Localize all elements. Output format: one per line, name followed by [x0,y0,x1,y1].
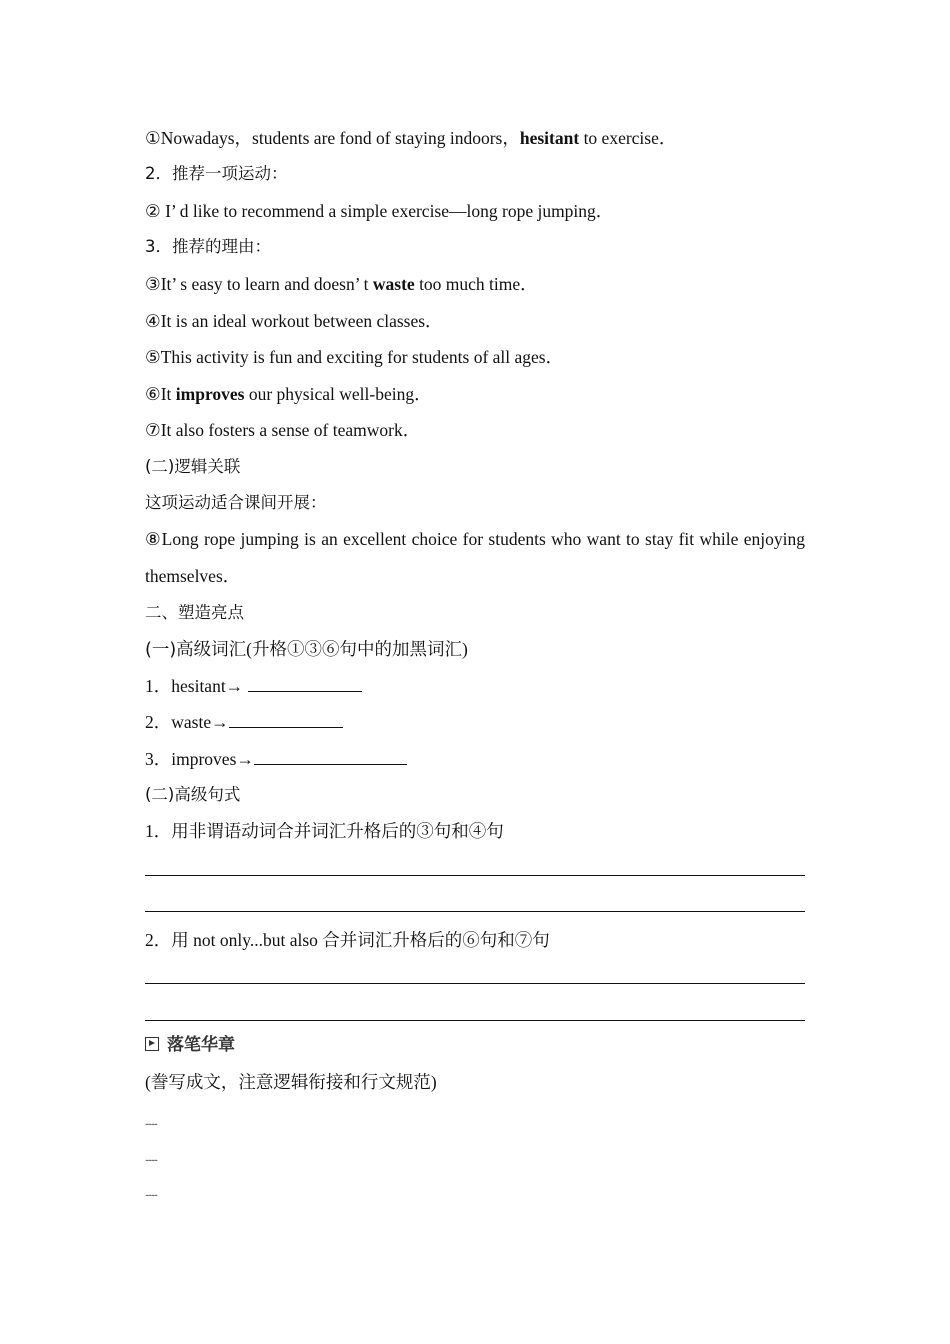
bold-word-waste: waste [372,274,415,294]
answer-line-2b[interactable] [145,1020,805,1021]
answer-line-1a[interactable] [145,875,805,876]
sentence-1-end: to exercise． [579,128,677,148]
play-icon [145,1037,159,1051]
sentence-2: ② I’ d like to recommend a simple exercise—long rope jumping． [145,201,614,221]
sentence-1-text: ①Nowadays，students are fond of staying indoors， [145,128,520,148]
sentence-1 [145,127,676,149]
vocab-blank-1[interactable] [248,675,362,692]
sentence-3-end: too much time． [414,274,538,294]
question-1: 1．用非谓语动词合并词汇升格后的③句和④句 [145,821,504,841]
writing-section-title: 落笔华章 [167,1035,235,1055]
vocab-item-3 [145,748,407,770]
vocab-item-1 [145,675,362,697]
logic-subheading: 这项运动适合课间开展： [145,493,327,512]
writing-instruction: (誊写成文，注意逻辑衔接和行文规范) [145,1072,437,1092]
highlight-heading: 二、塑造亮点 [145,603,244,622]
sentence-6-end: our physical well-being． [244,384,432,404]
sentence-3-text: ③It’ s easy to learn and doesn’ t [145,274,373,294]
sentence-6 [145,383,432,405]
vocab-heading [145,638,468,661]
question-2: 2．用 not only...but also 合并词汇升格后的⑥句和⑦句 [145,930,550,950]
answer-line-2a[interactable] [145,983,805,984]
vocab-item-2 [145,711,343,733]
sentence-pattern-heading: (二)高级句式 [145,785,241,804]
point-2-heading: 2．推荐一项运动： [145,164,288,183]
sentence-3 [145,273,538,295]
vocab-heading-title: (一)高级词汇 [145,640,247,660]
sentence-5: ⑤This activity is fun and exciting for students of all ages． [145,347,564,367]
point-3-heading: 3．推荐的理由： [145,237,271,256]
sentence-8: ⑧Long rope jumping is an excellent choice for students who want to stay fit while enjoying themselves． [145,529,805,586]
logic-heading: (二)逻辑关联 [145,457,241,476]
bold-word-hesitant: hesitant [519,128,580,148]
sentence-4: ④It is an ideal workout between classes． [145,311,443,331]
sentence-6-text: ⑥It [145,384,176,404]
writing-area-dots-1[interactable]: ........ [145,1117,157,1128]
vocab-item-2-label: 2．waste→ [145,712,229,732]
answer-line-1b[interactable] [145,911,805,912]
vocab-heading-note: (升格①③⑥句中的加黑词汇) [246,639,468,659]
writing-section-header [145,1033,235,1056]
vocab-item-3-label: 3．improves→ [145,749,254,769]
writing-area-dots-3[interactable]: ........ [145,1188,157,1199]
vocab-item-1-label: 1．hesitant→ [145,676,248,696]
writing-area-dots-2[interactable]: ........ [145,1153,157,1164]
bold-word-improves: improves [175,384,245,404]
sentence-7: ⑦It also fosters a sense of teamwork． [145,420,421,440]
vocab-blank-2[interactable] [229,711,343,728]
vocab-blank-3[interactable] [254,748,407,765]
